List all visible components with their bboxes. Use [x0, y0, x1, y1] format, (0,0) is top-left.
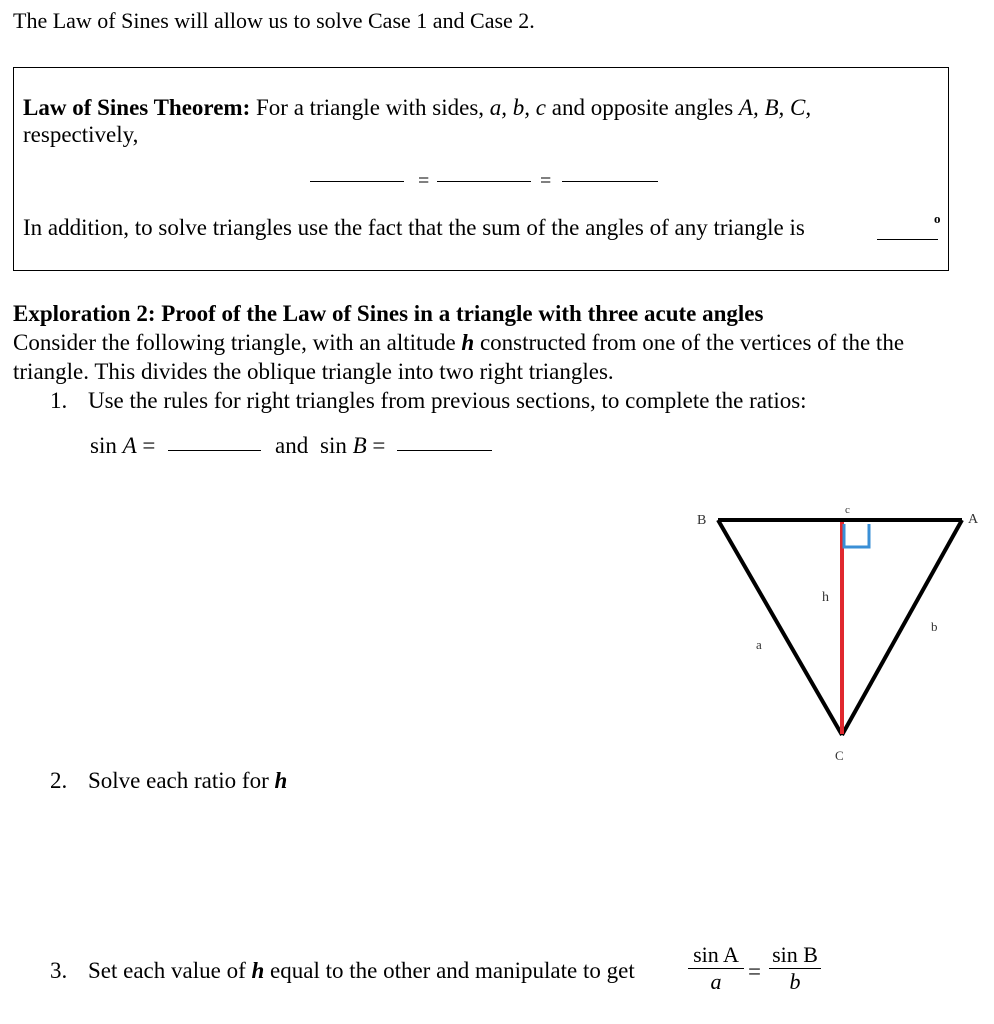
answer-blank[interactable] [310, 181, 404, 182]
triangle-diagram [690, 495, 994, 770]
side-b-label: b [931, 619, 938, 634]
theorem-sides: a, b, c [489, 95, 547, 120]
theorem-heading: Law of Sines Theorem: [23, 95, 251, 120]
side-a-line [718, 520, 842, 735]
angle-b-label: B [352, 433, 367, 458]
fraction-numerator: sin B [772, 942, 818, 967]
equals-sign: = [540, 170, 552, 192]
fraction-sin-b-over-b [769, 942, 821, 995]
angle-a-label: A [122, 433, 137, 458]
theorem-statement [23, 94, 811, 122]
ratio-sin-a [90, 432, 155, 460]
vertex-a-label: A [968, 512, 979, 527]
fraction-denominator: a [688, 968, 744, 995]
theorem-mid: and opposite angles [551, 95, 734, 120]
altitude-variable: h [274, 768, 288, 793]
vertex-c-label: C [835, 748, 844, 763]
side-a-label: a [756, 637, 762, 652]
exploration-p1-after: constructed from one of the vertices of the the [479, 330, 905, 355]
sin-b-blank[interactable] [397, 450, 492, 451]
equals-sign: = [142, 433, 156, 458]
side-b-line [842, 520, 962, 735]
angle-sum-blank[interactable] [877, 239, 938, 240]
side-c-label: c [845, 504, 850, 516]
vertex-b-label: B [697, 513, 707, 528]
step2-text [88, 767, 287, 795]
step3-label-a: Set each value of [88, 958, 246, 983]
sin-a-blank[interactable] [168, 450, 261, 451]
fraction-numerator: sin A [693, 942, 739, 967]
theorem-line2: respectively, [23, 122, 139, 147]
sin-label: sin [90, 433, 117, 458]
exploration-p1-before: Consider the following triangle, with an altitude [13, 330, 456, 355]
step3-label-b: equal to the other and manipulate to get [270, 958, 635, 983]
step1-text: Use the rules for right triangles from previous sections, to complete the ratios: [88, 388, 807, 413]
theorem-box [13, 67, 949, 271]
theorem-lead: For a triangle with sides, [256, 95, 485, 120]
ratio-and: and [275, 433, 309, 458]
answer-blank[interactable] [562, 181, 658, 182]
angle-sum-text: In addition, to solve triangles use the fact that the sum of the angles of any triangle is [23, 215, 805, 240]
exploration-paragraph-line1 [13, 329, 904, 357]
intro-text: The Law of Sines will allow us to solve Case 1 and Case 2. [13, 8, 535, 33]
step3-number: 3. [50, 958, 68, 983]
step2-number: 2. [50, 768, 68, 793]
altitude-variable: h [251, 958, 265, 983]
right-angle-marker [844, 524, 869, 547]
answer-blank[interactable] [437, 181, 531, 182]
exploration-paragraph-line2: triangle. This divides the oblique triangle into two right triangles. [13, 359, 614, 384]
sin-label: sin [320, 433, 347, 458]
equals-sign: = [418, 170, 430, 192]
step1-number: 1. [50, 388, 68, 413]
equals-sign: = [748, 959, 761, 984]
ratio-sin-b [320, 432, 385, 460]
fraction-denominator: b [769, 968, 821, 995]
step3-text [88, 957, 635, 985]
fraction-sin-a-over-a [688, 942, 744, 995]
equals-sign: = [372, 433, 386, 458]
theorem-angles: A, B, C, [738, 95, 812, 120]
exploration-title: Exploration 2: Proof of the Law of Sines in a triangle with three acute angles [13, 301, 764, 326]
degree-symbol: o [934, 211, 941, 226]
altitude-label: h [822, 590, 829, 605]
step2-label: Solve each ratio for [88, 768, 269, 793]
altitude-variable: h [461, 330, 475, 355]
